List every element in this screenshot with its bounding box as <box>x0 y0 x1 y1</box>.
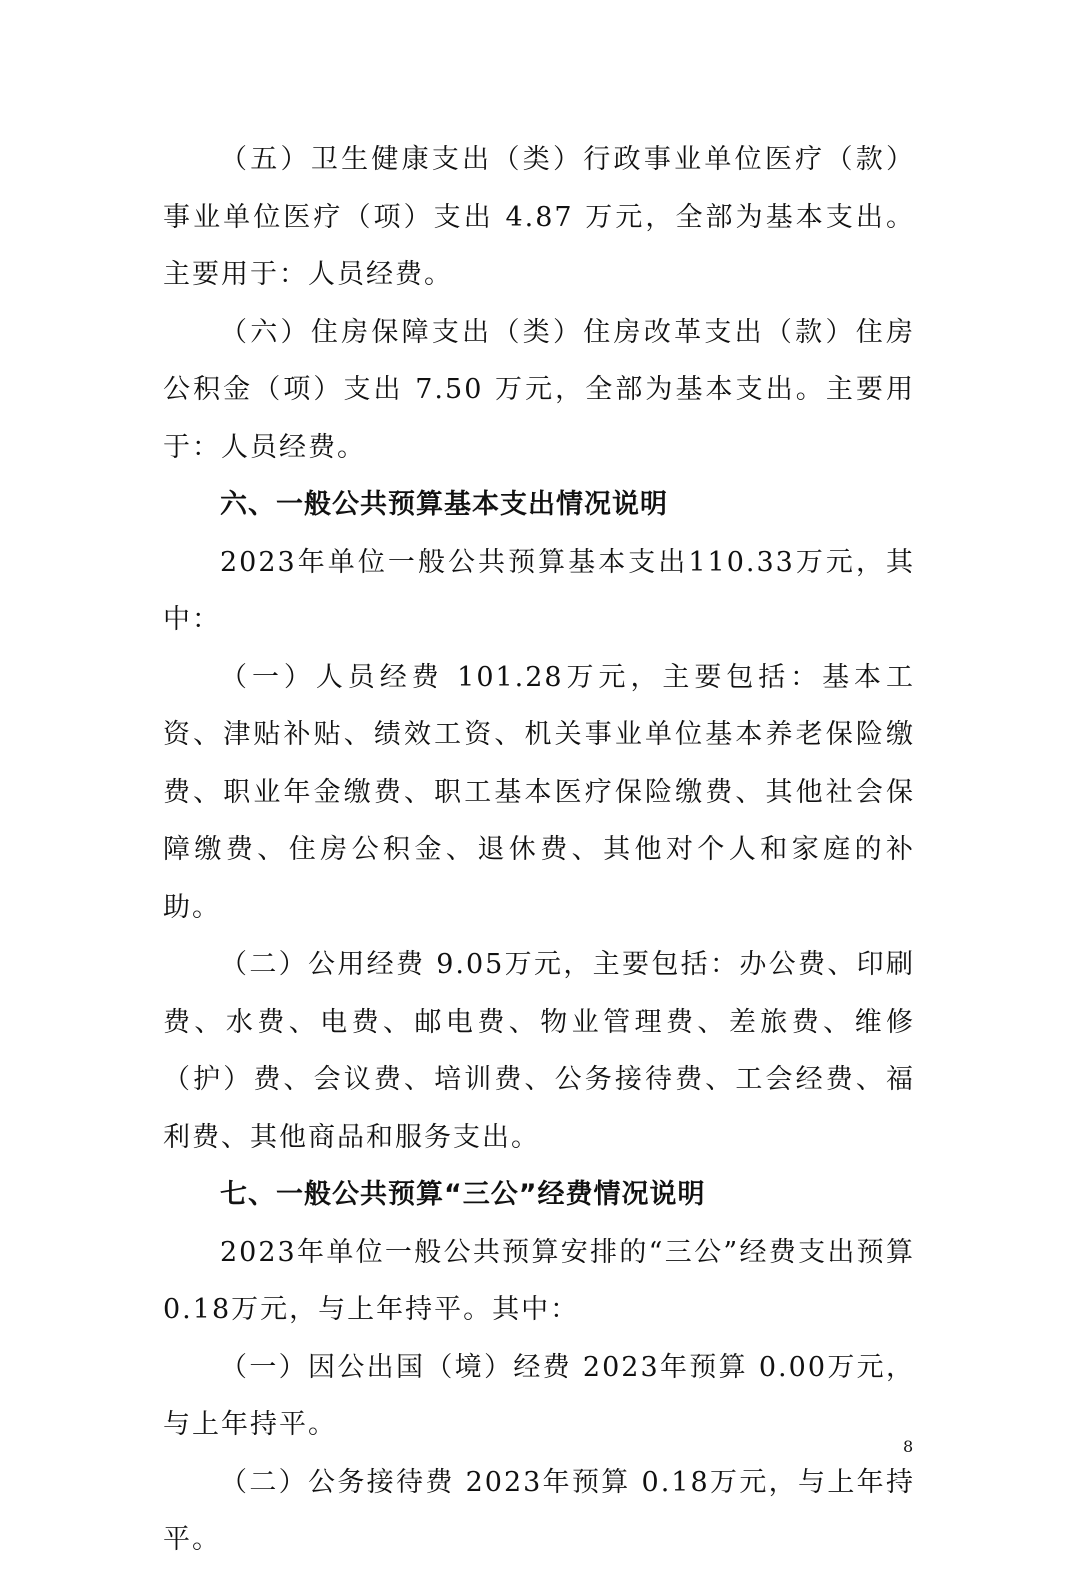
paragraph-official-reception: （二）公务接待费 2023年预算 0.18万元，与上年持平。 <box>163 1466 915 1555</box>
paragraph-public-expenses: （二）公用经费 9.05万元，主要包括：办公费、印刷费、水费、电费、邮电费、物业管理费、差旅费、维修（护）费、会议费、培训费、公务接待费、工会经费、福利费、其他商品和服务支出。 <box>163 949 915 1153</box>
paragraph-overseas-travel: （一）因公出国（境）经费 2023年预算 0.00万元，与上年持平。 <box>163 1351 915 1440</box>
document-body <box>163 131 915 1569</box>
section-heading-basic-expenditure: 六、一般公共预算基本支出情况说明 <box>220 489 668 520</box>
section-heading-three-public: 七、一般公共预算“三公”经费情况说明 <box>220 1179 706 1210</box>
page-number: 8 <box>903 1437 914 1456</box>
paragraph-basic-expenditure-total: 2023年单位一般公共预算基本支出110.33万元，其中： <box>163 546 915 635</box>
paragraph-health-expenditure: （五）卫生健康支出（类）行政事业单位医疗（款）事业单位医疗（项）支出 4.87 万元，全部为基本支出。主要用于：人员经费。 <box>163 144 915 290</box>
paragraph-personnel-expenses: （一）人员经费 101.28万元，主要包括：基本工资、津贴补贴、绩效工资、机关事业单位基本养老保险缴费、职业年金缴费、职工基本医疗保险缴费、其他社会保障缴费、住房公积金、退休费、其他对个人和家庭的补助。 <box>163 661 915 923</box>
paragraph-housing-expenditure: （六）住房保障支出（类）住房改革支出（款）住房公积金（项）支出 7.50 万元，全部为基本支出。主要用于：人员经费。 <box>163 316 915 463</box>
paragraph-three-public-total: 2023年单位一般公共预算安排的“三公”经费支出预算0.18万元，与上年持平。其中： <box>163 1236 915 1325</box>
